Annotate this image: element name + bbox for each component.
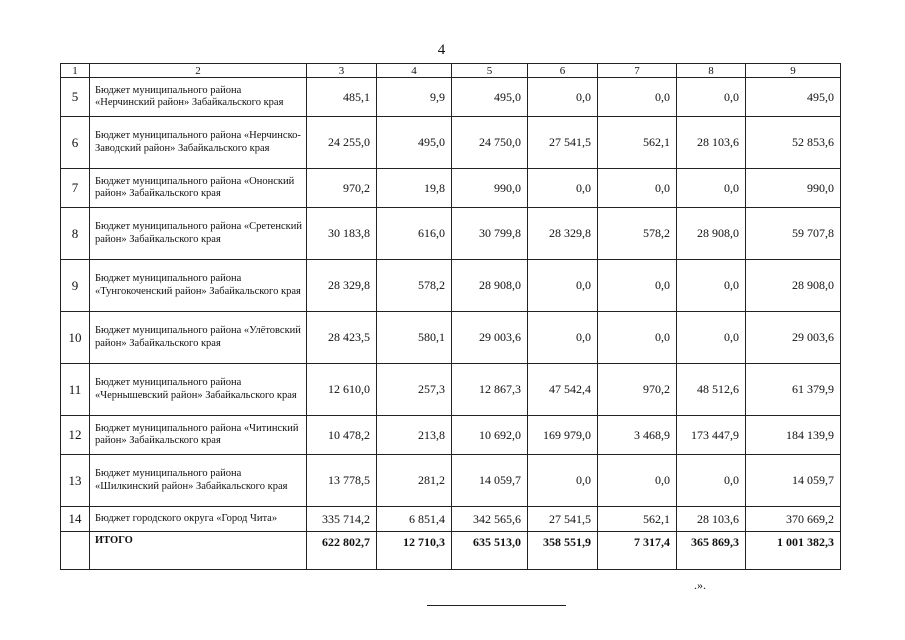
value-cell: 990,0 bbox=[746, 169, 841, 208]
row-number: 11 bbox=[61, 364, 90, 416]
column-header: 4 bbox=[377, 64, 452, 78]
value-cell: 562,1 bbox=[598, 117, 677, 169]
row-number: 12 bbox=[61, 416, 90, 455]
value-cell: 0,0 bbox=[528, 78, 598, 117]
footer-divider bbox=[427, 605, 566, 606]
total-value: 1 001 382,3 bbox=[746, 532, 841, 570]
row-number: 8 bbox=[61, 208, 90, 260]
value-cell: 0,0 bbox=[677, 455, 746, 507]
value-cell: 30 799,8 bbox=[452, 208, 528, 260]
row-number: 5 bbox=[61, 78, 90, 117]
value-cell: 169 979,0 bbox=[528, 416, 598, 455]
value-cell: 616,0 bbox=[377, 208, 452, 260]
value-cell: 281,2 bbox=[377, 455, 452, 507]
value-cell: 59 707,8 bbox=[746, 208, 841, 260]
value-cell: 0,0 bbox=[598, 312, 677, 364]
value-cell: 990,0 bbox=[452, 169, 528, 208]
budget-name: Бюджет муниципального района «Читинский район» Забайкальского края bbox=[90, 416, 307, 455]
budget-name: Бюджет муниципального района «Улётовский район» Забайкальского края bbox=[90, 312, 307, 364]
value-cell: 14 059,7 bbox=[452, 455, 528, 507]
column-header: 2 bbox=[90, 64, 307, 78]
total-value: 365 869,3 bbox=[677, 532, 746, 570]
value-cell: 12 867,3 bbox=[452, 364, 528, 416]
column-header: 5 bbox=[452, 64, 528, 78]
total-row bbox=[61, 532, 841, 570]
value-cell: 28 103,6 bbox=[677, 117, 746, 169]
column-header: 1 bbox=[61, 64, 90, 78]
column-header: 7 bbox=[598, 64, 677, 78]
table-row bbox=[61, 455, 841, 507]
value-cell: 30 183,8 bbox=[307, 208, 377, 260]
total-value: 622 802,7 bbox=[307, 532, 377, 570]
value-cell: 0,0 bbox=[528, 169, 598, 208]
budget-name: Бюджет муниципального района «Нерчинско-Заводский район» Забайкальского края bbox=[90, 117, 307, 169]
value-cell: 0,0 bbox=[677, 312, 746, 364]
budget-name: Бюджет муниципального района «Чернышевский район» Забайкальского края bbox=[90, 364, 307, 416]
value-cell: 28 908,0 bbox=[746, 260, 841, 312]
row-number: 14 bbox=[61, 507, 90, 532]
total-value: 12 710,3 bbox=[377, 532, 452, 570]
value-cell: 495,0 bbox=[452, 78, 528, 117]
value-cell: 257,3 bbox=[377, 364, 452, 416]
value-cell: 0,0 bbox=[677, 260, 746, 312]
value-cell: 0,0 bbox=[677, 169, 746, 208]
table-row bbox=[61, 169, 841, 208]
value-cell: 29 003,6 bbox=[746, 312, 841, 364]
value-cell: 61 379,9 bbox=[746, 364, 841, 416]
total-value: 7 317,4 bbox=[598, 532, 677, 570]
value-cell: 0,0 bbox=[528, 455, 598, 507]
value-cell: 0,0 bbox=[528, 312, 598, 364]
value-cell: 495,0 bbox=[377, 117, 452, 169]
row-number: 6 bbox=[61, 117, 90, 169]
budget-name: Бюджет городского округа «Город Чита» bbox=[90, 507, 307, 532]
value-cell: 6 851,4 bbox=[377, 507, 452, 532]
table-row bbox=[61, 78, 841, 117]
total-value: 635 513,0 bbox=[452, 532, 528, 570]
value-cell: 28 103,6 bbox=[677, 507, 746, 532]
column-header: 9 bbox=[746, 64, 841, 78]
value-cell: 28 908,0 bbox=[452, 260, 528, 312]
column-header: 3 bbox=[307, 64, 377, 78]
total-number-cell bbox=[61, 532, 90, 570]
row-number: 9 bbox=[61, 260, 90, 312]
budget-name: Бюджет муниципального района «Тунгокоченский район» Забайкальского края bbox=[90, 260, 307, 312]
value-cell: 970,2 bbox=[307, 169, 377, 208]
value-cell: 14 059,7 bbox=[746, 455, 841, 507]
value-cell: 9,9 bbox=[377, 78, 452, 117]
end-quote-mark: .». bbox=[694, 578, 706, 592]
column-number-row bbox=[61, 64, 841, 78]
row-number: 7 bbox=[61, 169, 90, 208]
value-cell: 370 669,2 bbox=[746, 507, 841, 532]
table-row bbox=[61, 312, 841, 364]
value-cell: 10 478,2 bbox=[307, 416, 377, 455]
value-cell: 48 512,6 bbox=[677, 364, 746, 416]
value-cell: 12 610,0 bbox=[307, 364, 377, 416]
value-cell: 0,0 bbox=[598, 78, 677, 117]
value-cell: 28 423,5 bbox=[307, 312, 377, 364]
table-row bbox=[61, 364, 841, 416]
value-cell: 580,1 bbox=[377, 312, 452, 364]
value-cell: 0,0 bbox=[528, 260, 598, 312]
value-cell: 0,0 bbox=[598, 455, 677, 507]
value-cell: 485,1 bbox=[307, 78, 377, 117]
value-cell: 970,2 bbox=[598, 364, 677, 416]
value-cell: 27 541,5 bbox=[528, 507, 598, 532]
value-cell: 173 447,9 bbox=[677, 416, 746, 455]
value-cell: 0,0 bbox=[598, 260, 677, 312]
column-header: 6 bbox=[528, 64, 598, 78]
value-cell: 24 750,0 bbox=[452, 117, 528, 169]
row-number: 13 bbox=[61, 455, 90, 507]
value-cell: 0,0 bbox=[677, 78, 746, 117]
value-cell: 27 541,5 bbox=[528, 117, 598, 169]
value-cell: 52 853,6 bbox=[746, 117, 841, 169]
table-row bbox=[61, 260, 841, 312]
row-number: 10 bbox=[61, 312, 90, 364]
value-cell: 24 255,0 bbox=[307, 117, 377, 169]
value-cell: 578,2 bbox=[377, 260, 452, 312]
budget-name: Бюджет муниципального района «Сретенский район» Забайкальского края bbox=[90, 208, 307, 260]
value-cell: 28 329,8 bbox=[528, 208, 598, 260]
value-cell: 3 468,9 bbox=[598, 416, 677, 455]
value-cell: 10 692,0 bbox=[452, 416, 528, 455]
value-cell: 184 139,9 bbox=[746, 416, 841, 455]
column-header: 8 bbox=[677, 64, 746, 78]
value-cell: 335 714,2 bbox=[307, 507, 377, 532]
value-cell: 342 565,6 bbox=[452, 507, 528, 532]
value-cell: 28 908,0 bbox=[677, 208, 746, 260]
value-cell: 47 542,4 bbox=[528, 364, 598, 416]
table-row bbox=[61, 416, 841, 455]
value-cell: 578,2 bbox=[598, 208, 677, 260]
total-label: ИТОГО bbox=[90, 532, 307, 570]
page-number: 4 bbox=[437, 42, 446, 58]
budget-name: Бюджет муниципального района «Нерчинский район» Забайкальского края bbox=[90, 78, 307, 117]
value-cell: 0,0 bbox=[598, 169, 677, 208]
table-row bbox=[61, 117, 841, 169]
budget-name: Бюджет муниципального района «Шилкинский район» Забайкальского края bbox=[90, 455, 307, 507]
total-value: 358 551,9 bbox=[528, 532, 598, 570]
budget-name: Бюджет муниципального района «Ононский район» Забайкальского края bbox=[90, 169, 307, 208]
budget-table bbox=[60, 63, 841, 570]
value-cell: 19,8 bbox=[377, 169, 452, 208]
value-cell: 213,8 bbox=[377, 416, 452, 455]
value-cell: 495,0 bbox=[746, 78, 841, 117]
table-row bbox=[61, 507, 841, 532]
table-row bbox=[61, 208, 841, 260]
value-cell: 13 778,5 bbox=[307, 455, 377, 507]
value-cell: 562,1 bbox=[598, 507, 677, 532]
value-cell: 29 003,6 bbox=[452, 312, 528, 364]
value-cell: 28 329,8 bbox=[307, 260, 377, 312]
